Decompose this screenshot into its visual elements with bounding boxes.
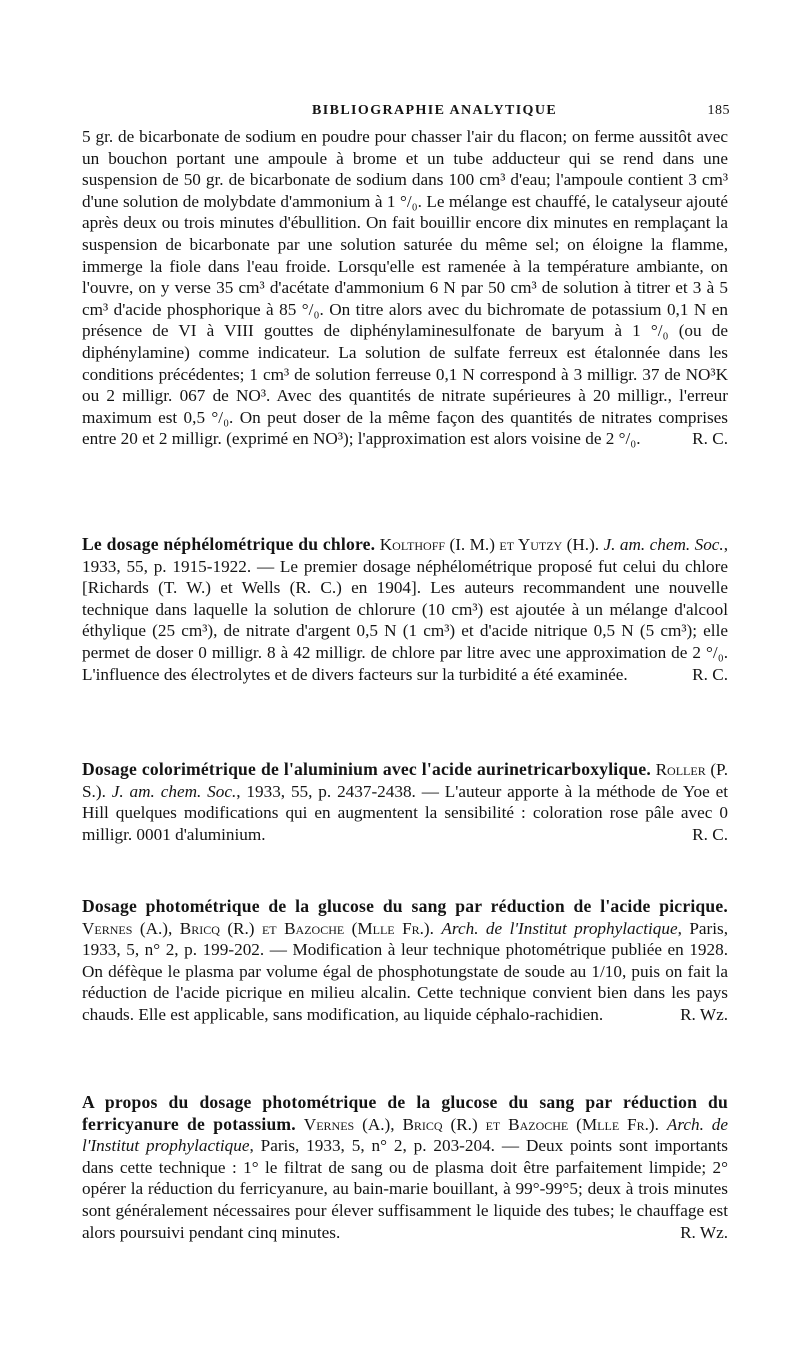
article-authors: Roller (P. S.). [82, 760, 729, 801]
signature: R. C. [692, 664, 728, 684]
article-title: Dosage photométrique de la glucose du sang par réduction de l'acide picrique. [82, 896, 728, 916]
paragraph-body: 5 gr. de bicarbonate de sodium en poudre pour chasser l'air du flacon; on ferme aussitôt avec un bouchon portant une ampoule à brome et un tube adducteur qui se rend dans une suspension de 50 gr. de bicarbonate de sodium dans 100 cm³ d'eau; l'ampoule contient 3 cm³ d'une solution de molybdate d'ammonium à 1 °/₀. Le mélange est chauffé, le catalyseur ajouté après deux ou trois minutes d'ébullition. On fait bouillir encore dix minutes en remplaçant la suspension de bicarbonate par une solution saturée du même sel; on éloigne la flamme, immerge la fiole dans l'eau froide. Lorsqu'elle est ramenée à la température ambiante, on l'ouvre, on y verse 35 cm³ d'acétate d'ammonium 6 N par 50 cm³ de solution à titrer et 3 à 5 cm³ d'acide phosphorique à 85 °/₀. On titre alors avec du bichromate de potassium 0,1 N en présence de VI à VIII gouttes de diphénylaminesulfonate de baryum à 1 °/₀ (ou de diphénylamine) comme indicateur. La solution de sulfate ferreux est étalonnée dans les conditions précédentes; 1 cm³ de solution ferreuse 0,1 N correspond à 3 milligr. 37 de NO³K ou 2 milligr. 067 de NO³. Avec des quantités de nitrate supérieures à 20 milligr., l'erreur maximum est 0,5 °/₀. On peut doser de la même façon des quantités de nitrates comprises entre 20 et 2 milligr. (exprimé en NO³); l'approximation est alors voisine de 2 °/₀. [82, 127, 728, 449]
article-title: Le dosage néphélométrique du chlore. [82, 534, 376, 554]
paragraph-body: Le premier dosage néphélométrique proposé fut celui du chlore [Richards (T. W.) et Wells (R. C.) en 1904]. Les auteurs recommandent une nouvelle technique dans laquelle la solution de chlorure (10 cm³) est ajoutée à un mélange d'alcool éthylique (25 cm³), de nitrate d'argent 0,5 N (1 cm³) et d'acide nitrique 0,5 N (5 cm³); elle permet de doser 0 milligr. 8 à 42 milligr. de chlore par litre avec une approximation de 2 °/₀. L'influence des électrolytes et de divers facteurs sur la turbidité a été examinée. [82, 556, 728, 684]
signature: R. Wz. [680, 1004, 728, 1024]
paragraph-body: Deux points sont importants dans cette technique : 1° le filtrat de sang ou de plasma doit être parfaitement limpide; 2° opérer la réduction du ferricyanure, au bain-marie bouillant, à 99°-99°5; deux à trois minutes sont généralement nécessaires pour élever suffisamment le liquide des tubes; le chauffage est alors poursuivi pendant cinq minutes. [82, 1136, 728, 1242]
paragraph-body: L'auteur apporte à la méthode de Yoe et Hill quelques modifications qui en augmentent la sensibilité : coloration rose pâle avec 0 milligr. 0001 d'aluminium. [82, 781, 729, 844]
signature: R. C. [692, 824, 728, 844]
article-title: A propos du dosage photométrique de la glucose du sang par réduction du ferricyanure de potassium. [82, 1092, 728, 1134]
signature: R. Wz. [680, 1222, 728, 1242]
article-authors: Kolthoff (I. M.) et Yutzy (H.). [379, 535, 600, 554]
paragraph-body: Modification à leur technique photométrique publiée en 1928. On défèque le plasma par volume égal de phosphotungstate de soude au 1/10, puis on fait la réduction de l'acide picrique en milieu alcalin. Cette technique convient bien dans les pays chauds. Elle est applicable, sans modification, au liquide céphalo-rachidien. [82, 940, 728, 1024]
running-head: BIBLIOGRAPHIE ANALYTIQUE [312, 103, 558, 118]
article-authors: Vernes (A.), Bricq (R.) et Bazoche (Mlle Fr.). [82, 918, 434, 938]
journal-name: Arch. de l'Institut prophylactique [441, 918, 678, 938]
journal-name: Arch. de l'Institut prophylactique [82, 1114, 729, 1156]
abstract-glucose-picrique [82, 896, 728, 1026]
abstract-chlore [82, 534, 728, 685]
citation: , Paris, 1933, 5, n° 2, p. 203-204. — [249, 1136, 520, 1156]
paragraph-continuation [82, 126, 728, 450]
journal-name: J. am. chem. Soc. [603, 535, 724, 554]
page-header [82, 103, 728, 123]
citation: , 1933, 55, p. 1915-1922. — [82, 535, 729, 576]
abstract-glucose-ferricyanure [82, 1092, 728, 1243]
page-number: 185 [707, 103, 730, 118]
abstract-aluminium [82, 759, 728, 845]
journal-name: J. am. chem. Soc. [111, 781, 237, 801]
signature: R. C. [692, 429, 728, 449]
article-authors: Vernes (A.), Bricq (R.) et Bazoche (Mlle Fr.). [303, 1114, 659, 1134]
article-title: Dosage colorimétrique de l'aluminium avec l'acide aurinetricarboxylique. [82, 759, 651, 779]
citation: , Paris, 1933, 5, n° 2, p. 199-202. — [82, 918, 729, 960]
citation: , 1933, 55, p. 2437-2438. — [236, 781, 439, 801]
